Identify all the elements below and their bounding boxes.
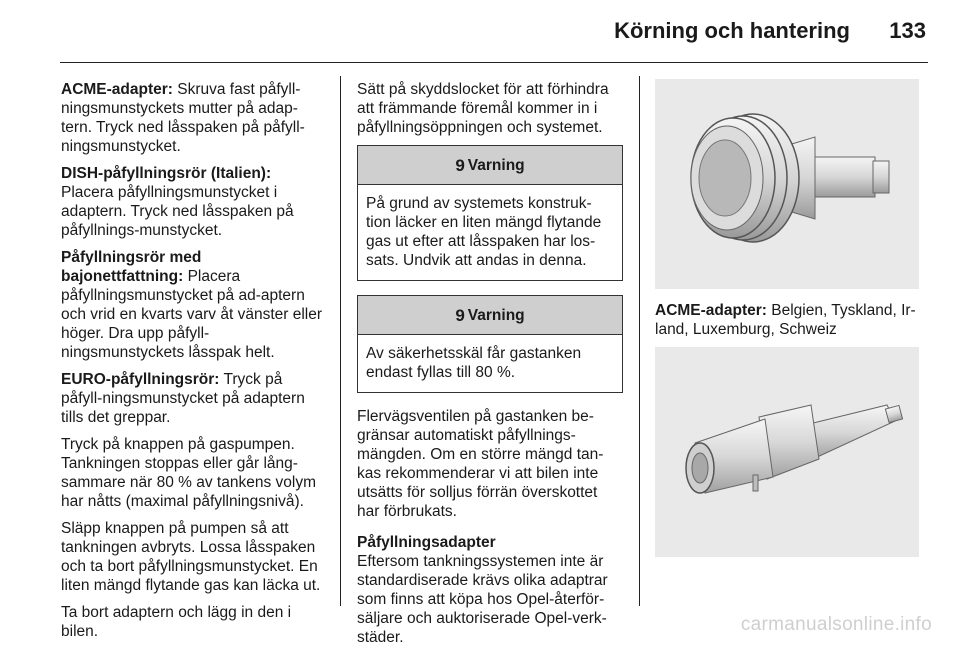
left-column	[61, 80, 324, 649]
adapter-image	[655, 347, 919, 557]
warning-icon: 9	[455, 305, 465, 325]
adapter-illustration	[655, 347, 919, 557]
paragraph-lead: DISH-påfyllningsrör (Italien):	[61, 165, 272, 182]
paragraph-dish	[61, 164, 324, 240]
watermark: carmanualsonline.info	[740, 614, 932, 635]
section-heading: Påfyllningsadapter	[357, 534, 496, 551]
warning-title: Varning	[467, 156, 525, 174]
paragraph-acme	[61, 80, 324, 156]
warning-box-1	[357, 145, 623, 281]
paragraph-valve: Flervägsventilen på gastanken be-gränsar automatiskt påfyllnings-mängden. Om en större mängd tan-kas rekommenderar vi att bilen inte utsätts för solljus förrän överskottet har förbrukats.	[357, 408, 604, 520]
paragraph-lead: EURO-påfyllningsrör:	[61, 371, 220, 388]
warning-text: Av säkerhetsskäl får gastanken endast fyllas till 80 %.	[366, 345, 582, 381]
middle-column	[357, 80, 623, 655]
paragraph-lead: Påfyllningsrör med bajonettfattning:	[61, 249, 202, 285]
page-number: 133	[889, 18, 926, 43]
warning-icon: 9	[455, 155, 465, 175]
caption-lead: ACME-adapter:	[655, 302, 767, 319]
paragraph-euro	[61, 370, 324, 427]
paragraph-text: Placera påfyllningsmunstycket på ad-aptern och vrid en kvarts varv åt vänster eller höger. Dra upp påfyll-ningsmunstyckets låsspak helt.	[61, 268, 323, 361]
warning-box-2	[357, 295, 623, 393]
warning-title: Varning	[467, 306, 525, 324]
paragraph-store: Ta bort adaptern och lägg in den i bilen.	[61, 604, 292, 640]
paragraph-text: Placera påfyllningsmunstycket i adaptern. Tryck ned låsspaken på påfyllnings-munstycket.	[61, 184, 294, 239]
warning-text: På grund av systemets konstruk-tion läcker en liten mängd flytande gas ut efter att låsspaken har los-sats. Undvik att andas in denna.	[366, 195, 602, 269]
paragraph-text: Eftersom tankningssystemen inte är standardiserade krävs olika adaptrar som finns att köpa hos Opel-återför-säljare och auktoriserade Opel-verk-städer.	[357, 553, 608, 646]
caption-text: Belgien, Tyskland, Ir-land, Luxemburg, Schweiz	[655, 302, 916, 338]
paragraph-text: Tryck på påfyll-ningsmunstycket på adaptern tills det greppar.	[61, 371, 305, 426]
paragraph-text: Skruva fast påfyll-ningsmunstyckets mutter på adap-tern. Tryck ned låsspaken på påfyll-ningsmunstycket.	[61, 81, 305, 155]
paragraph-bajonett	[61, 248, 324, 362]
column-divider-2	[639, 76, 640, 606]
paragraph-pump: Tryck på knappen på gaspumpen. Tankningen stoppas eller går lång-sammare när 80 % av tankens volym har nåtts (maximal påfyllningsnivå).	[61, 436, 316, 510]
page-header-title: Körning och hantering	[614, 18, 850, 43]
column-divider-1	[340, 76, 341, 606]
acme-adapter-image	[655, 79, 919, 289]
paragraph-cap: Sätt på skyddslocket för att förhindra att främmande föremål kommer in i påfyllningsöppningen och systemet.	[357, 81, 609, 136]
acme-adapter-illustration	[655, 79, 919, 289]
paragraph-lead: ACME-adapter:	[61, 81, 173, 98]
image-caption	[655, 301, 919, 339]
paragraph-release: Släpp knappen på pumpen så att tankningen avbryts. Lossa låsspaken och ta bort påfyllningsmunstycket. En liten mängd flytande gas kan läcka ut.	[61, 520, 321, 594]
header-divider	[60, 62, 928, 63]
